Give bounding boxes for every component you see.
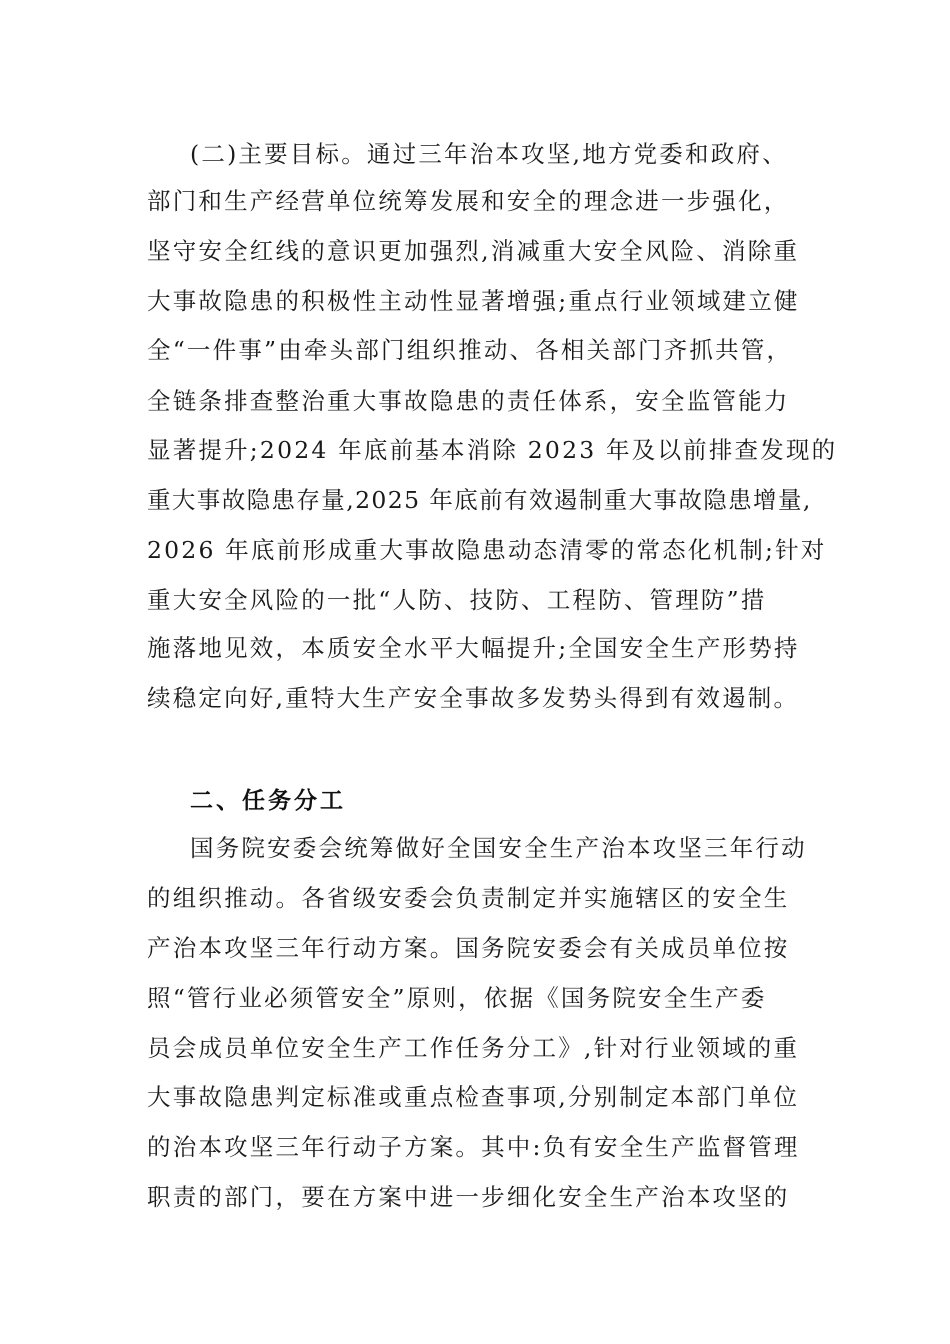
paragraph-line: 产治本攻坚三年行动方案。国务院安委会有关成员单位按 bbox=[147, 934, 790, 962]
paragraph-line: 重大事故隐患存量,2025 年底前有效遏制重大事故隐患增量, bbox=[147, 486, 812, 514]
paragraph-line: 部门和生产经营单位统筹发展和安全的理念进一步强化， bbox=[147, 187, 790, 215]
paragraph-line: 全“一件事”由牵头部门组织推动、各相关部门齐抓共管， bbox=[147, 336, 793, 364]
paragraph-line: 大事故隐患判定标准或重点检查事项,分别制定本部门单位 bbox=[147, 1083, 800, 1111]
paragraph-line: 职责的部门，要在方案中进一步细化安全生产治本攻坚的 bbox=[147, 1183, 790, 1211]
paragraph-line: 员会成员单位安全生产工作任务分工》,针对行业领域的重 bbox=[147, 1034, 800, 1062]
paragraph-line: 全链条排查整治重大事故隐患的责任体系，安全监管能力 bbox=[147, 387, 790, 415]
paragraph-line: 国务院安委会统筹做好全国安全生产治本攻坚三年行动 bbox=[190, 834, 807, 862]
paragraph-line: 重大安全风险的一批“人防、技防、工程防、管理防”措 bbox=[147, 586, 767, 614]
paragraph-line: (二)主要目标。通过三年治本攻坚,地方党委和政府、 bbox=[190, 140, 788, 168]
paragraph-line: 坚守安全红线的意识更加强烈,消减重大安全风险、消除重 bbox=[147, 237, 800, 265]
paragraph-line: 的治本攻坚三年行动子方案。其中:负有安全生产监督管理 bbox=[147, 1133, 800, 1161]
paragraph-line: 显著提升;2024 年底前基本消除 2023 年及以前排查发现的 bbox=[147, 436, 838, 464]
paragraph-line: 2026 年底前形成重大事故隐患动态清零的常态化机制;针对 bbox=[147, 536, 827, 564]
paragraph-line: 照“管行业必须管安全”原则，依据《国务院安全生产委 bbox=[147, 984, 767, 1012]
paragraph-line: 续稳定向好,重特大生产安全事故多发势头得到有效遏制。 bbox=[147, 684, 800, 712]
paragraph-line: 大事故隐患的积极性主动性显著增强;重点行业领域建立健 bbox=[147, 287, 800, 315]
paragraph-line: 施落地见效，本质安全水平大幅提升;全国安全生产形势持 bbox=[147, 634, 800, 662]
section-heading: 二、任务分工 bbox=[190, 788, 346, 814]
paragraph-line: 的组织推动。各省级安委会负责制定并实施辖区的安全生 bbox=[147, 884, 790, 912]
